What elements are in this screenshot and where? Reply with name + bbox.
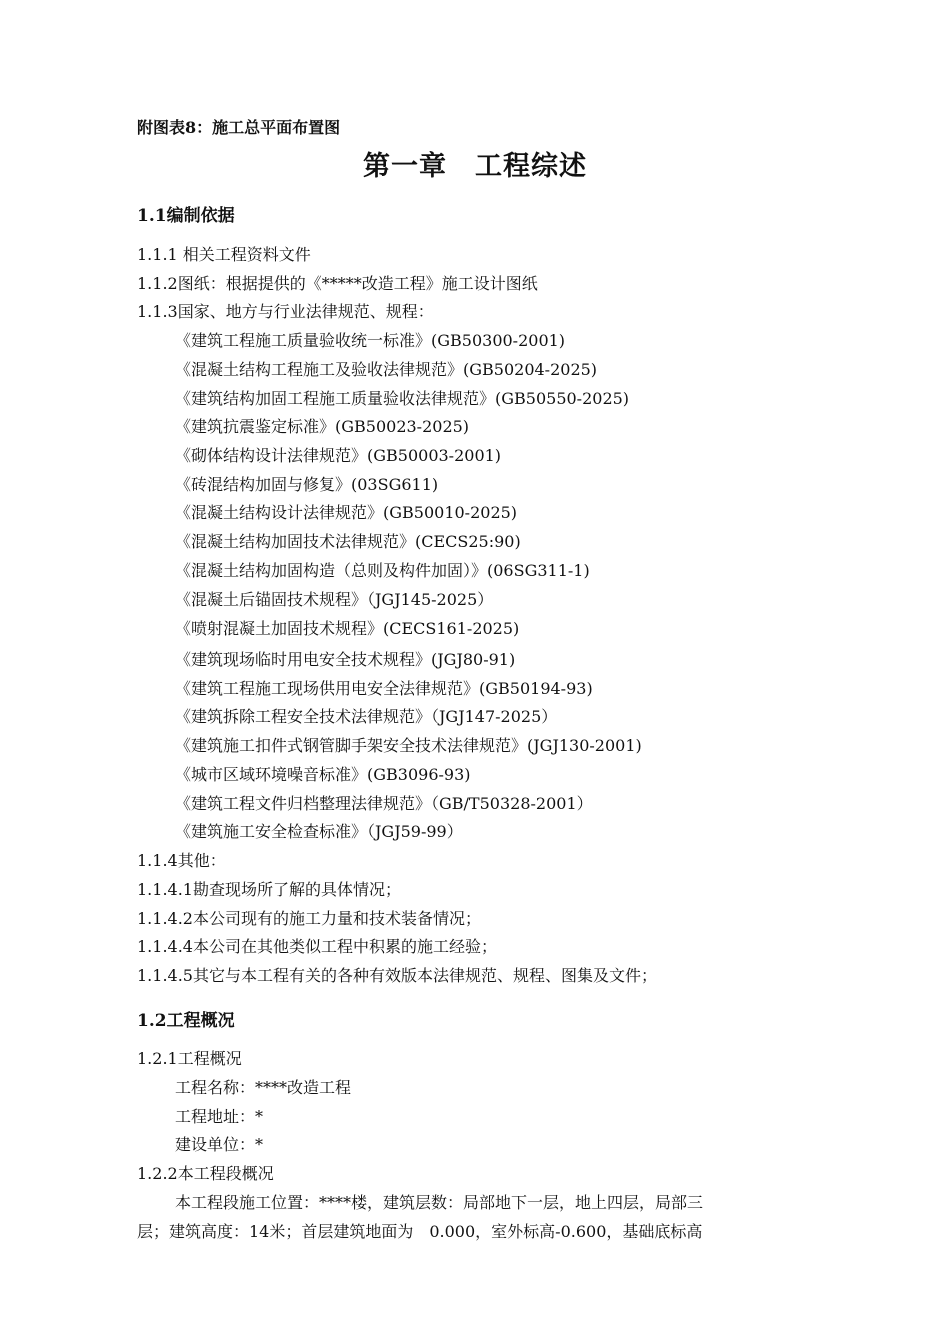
standard-item: 《城市区域环境噪音标准》(GB3096-93)	[175, 765, 471, 784]
standard-item: 《混凝土结构工程施工及验收法律规范》(GB50204-2025)	[175, 360, 598, 379]
section-heading-1-2: 1.2工程概况	[137, 1011, 235, 1031]
standard-item: 《建筑工程施工质量验收统一标准》(GB50300-2001)	[175, 331, 566, 350]
section-heading-1-1: 1.1编制依据	[137, 206, 235, 226]
standard-item: 《混凝土结构加固构造（总则及构件加固）》(06SG311-1)	[175, 561, 590, 580]
standard-item: 《喷射混凝土加固技术规程》(CECS161-2025)	[175, 619, 520, 638]
standard-item: 《混凝土结构设计法律规范》(GB50010-2025)	[175, 503, 518, 522]
item-1-2-2: 1.2.2本工程段概况	[137, 1164, 274, 1183]
standard-item: 《建筑结构加固工程施工质量验收法律规范》(GB50550-2025)	[175, 389, 630, 408]
item-1-2-1: 1.2.1工程概况	[137, 1049, 242, 1068]
appendix-line: 附图表8：施工总平面布置图	[137, 118, 341, 137]
standard-item: 《建筑施工安全检查标准》（JGJ59-99）	[175, 822, 463, 841]
item-1-1-4-4: 1.1.4.4本公司在其他类似工程中积累的施工经验；	[137, 937, 497, 956]
standard-item: 《建筑工程施工现场供用电安全法律规范》(GB50194-93)	[175, 679, 593, 698]
project-name: 工程名称：****改造工程	[175, 1078, 352, 1097]
item-1-1-2: 1.1.2图纸：根据提供的《*****改造工程》施工设计图纸	[137, 274, 538, 293]
chapter-title: 第一章 工程综述	[363, 151, 587, 182]
item-1-1-4-5: 1.1.4.5其它与本工程有关的各种有效版本法律规范、规程、图集及文件；	[137, 966, 657, 985]
standard-item: 《建筑拆除工程安全技术法律规范》（JGJ147-2025）	[175, 707, 558, 726]
project-owner: 建设单位：*	[175, 1135, 264, 1154]
paragraph-line: 本工程段施工位置：****楼，建筑层数：局部地下一层，地上四层，局部三	[175, 1193, 704, 1212]
item-1-1-1: 1.1.1 相关工程资料文件	[137, 245, 311, 264]
standard-item: 《砖混结构加固与修复》(03SG611)	[175, 475, 439, 494]
item-1-1-4: 1.1.4其他：	[137, 851, 226, 870]
standard-item: 《建筑工程文件归档整理法律规范》（GB/T50328-2001）	[175, 794, 593, 813]
item-1-1-3: 1.1.3国家、地方与行业法律规范、规程：	[137, 302, 434, 321]
paragraph-line: 层；建筑高度：14米；首层建筑地面为 0.000，室外标高-0.600，基础底标高	[137, 1222, 703, 1241]
standard-item: 《砌体结构设计法律规范》(GB50003-2001)	[175, 446, 502, 465]
standard-item: 《建筑抗震鉴定标准》(GB50023-2025)	[175, 417, 470, 436]
project-address: 工程地址：*	[175, 1107, 264, 1126]
standard-item: 《混凝土结构加固技术法律规范》(CECS25:90)	[175, 532, 521, 551]
standard-item: 《混凝土后锚固技术规程》（JGJ145-2025）	[175, 590, 494, 609]
item-1-1-4-2: 1.1.4.2本公司现有的施工力量和技术装备情况；	[137, 909, 481, 928]
standard-item: 《建筑施工扣件式钢管脚手架安全技术法律规范》(JGJ130-2001)	[175, 736, 642, 755]
item-1-1-4-1: 1.1.4.1勘查现场所了解的具体情况；	[137, 880, 401, 899]
standard-item: 《建筑现场临时用电安全技术规程》(JGJ80-91)	[175, 650, 516, 669]
